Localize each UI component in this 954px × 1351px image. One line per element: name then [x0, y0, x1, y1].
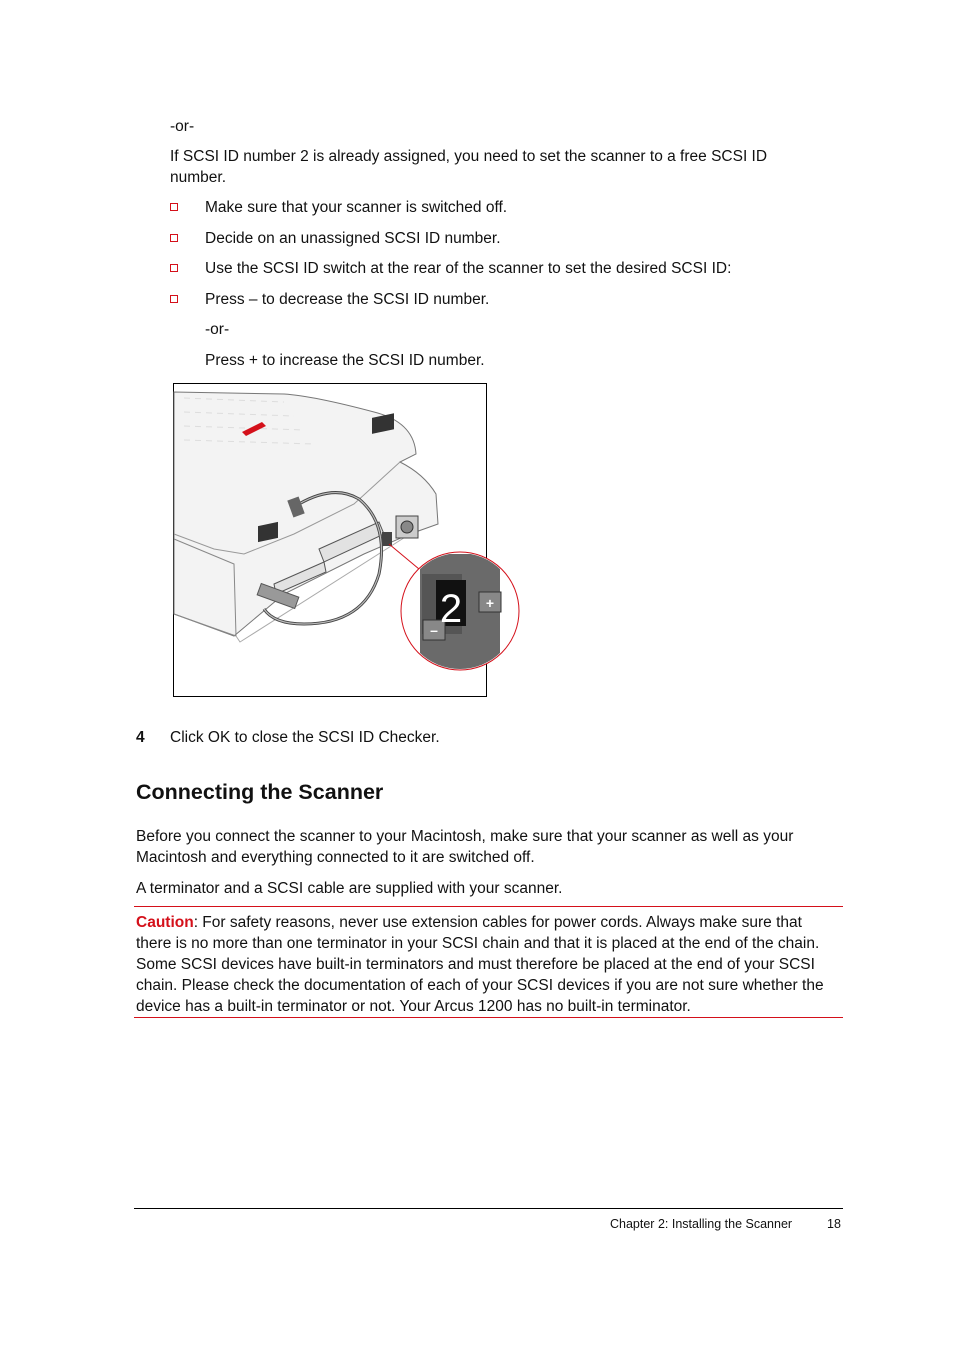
footer-chapter: Chapter 2: Installing the Scanner — [610, 1217, 793, 1231]
section-paragraph-2: A terminator and a SCSI cable are supplied with your scanner. — [136, 880, 563, 897]
caution-top-rule — [134, 906, 843, 907]
plus-label: + — [485, 595, 495, 611]
step-text: Click OK to close the SCSI ID Checker. — [170, 729, 440, 746]
bullet-square-icon — [170, 234, 178, 242]
bullet-square-icon — [170, 203, 178, 211]
or-separator-1: -or- — [170, 118, 195, 135]
caution-block — [136, 912, 841, 1017]
press-plus-text: Press + to increase the SCSI ID number. — [205, 352, 485, 369]
section-paragraph-1: Before you connect the scanner to your Macintosh, make sure that your scanner as well as your Macintosh and everything connected to it are switched off. — [136, 828, 794, 866]
minus-label: – — [430, 622, 438, 638]
or-separator-2: -or- — [205, 321, 230, 338]
intro-paragraph: If SCSI ID number 2 is already assigned, you need to set the scanner to a free SCSI ID number. — [170, 148, 768, 186]
caution-label: Caution — [136, 914, 194, 931]
step-number: 4 — [136, 729, 145, 746]
bullet-item-2: Decide on an unassigned SCSI ID number. — [205, 230, 501, 247]
bullet-square-icon — [170, 264, 178, 272]
caution-bottom-rule — [134, 1017, 843, 1018]
bullet-square-icon — [170, 295, 178, 303]
footer-page-number: 18 — [827, 1217, 841, 1231]
bullet-item-1: Make sure that your scanner is switched off. — [205, 199, 508, 216]
scanner-figure — [173, 383, 495, 697]
caution-text: : For safety reasons, never use extension cables for power cords. Always make sure that there is no more than one terminator in your SCSI chain and that it is placed at the end of the chain. Some SCSI devices have built-in terminators and must therefore be placed at the end of your SCSI chain. Please check the documentation of each of your SCSI devices if you are not sure whether the device has a built-in terminator or not. Your Arcus 1200 has no built-in terminator. — [136, 914, 824, 1015]
bullet-item-4: Press – to decrease the SCSI ID number. — [205, 291, 490, 308]
scsi-id-digit: 2 — [439, 587, 463, 631]
section-heading: Connecting the Scanner — [136, 780, 384, 804]
scanner-illustration — [174, 384, 520, 696]
footer-rule — [134, 1208, 843, 1209]
bullet-item-3: Use the SCSI ID switch at the rear of the scanner to set the desired SCSI ID: — [205, 260, 732, 277]
